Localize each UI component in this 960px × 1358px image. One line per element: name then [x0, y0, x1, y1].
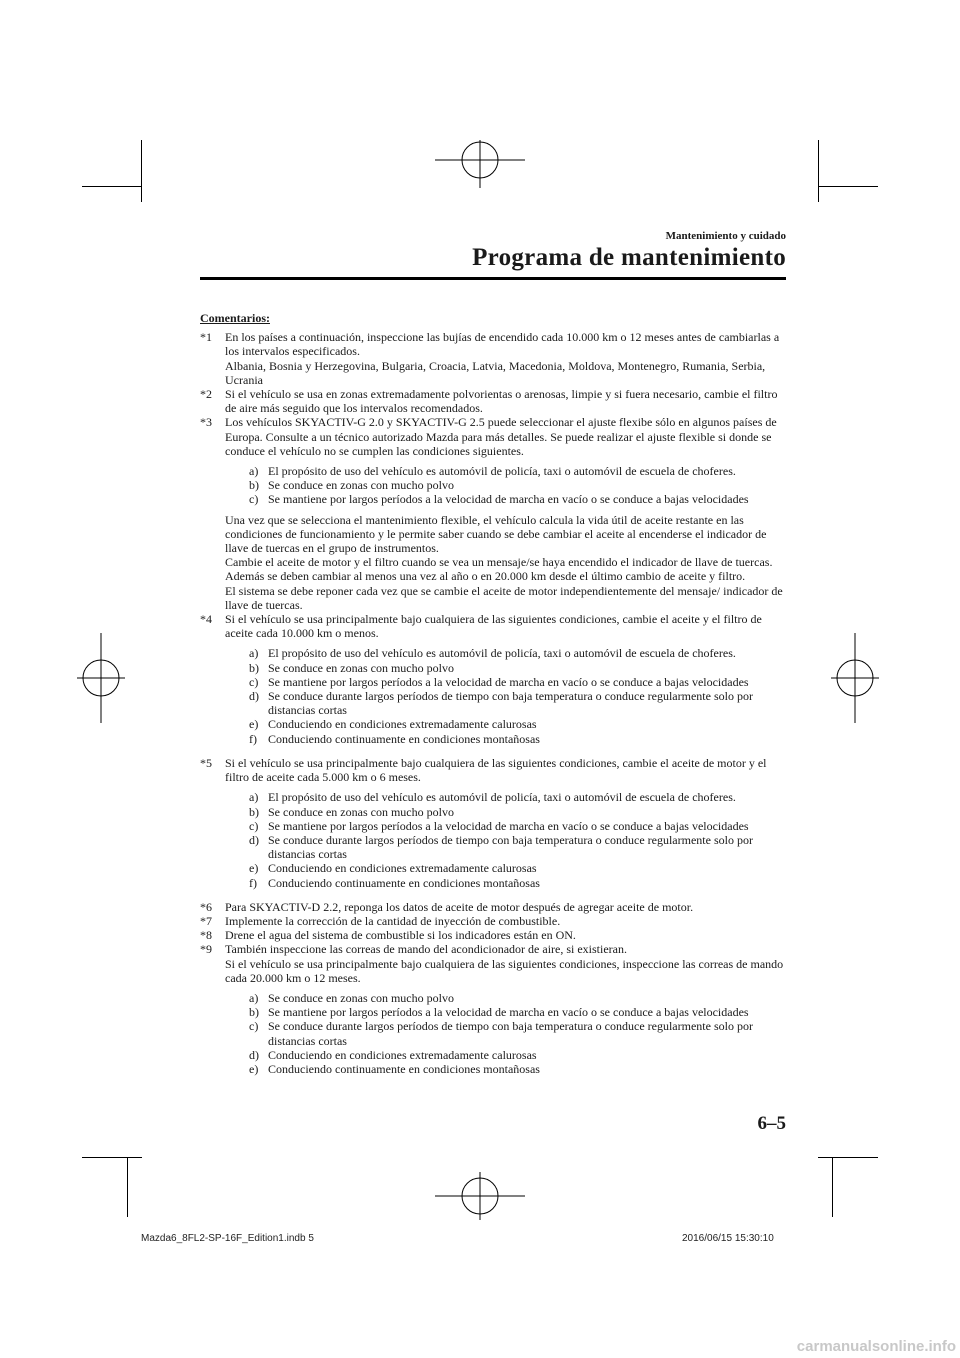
condition-list — [225, 991, 790, 1076]
list-item-text: Se conduce en zonas con mucho polvo — [268, 478, 454, 493]
list-item-letter: f) — [249, 731, 257, 746]
list-item-text: Se conduce durante largos períodos de tiempo con baja temperatura o conduce regularmente solo por distancias cortas — [268, 689, 753, 718]
list-item-letter: c) — [249, 674, 259, 689]
footnote — [200, 900, 790, 914]
list-item-letter: a) — [249, 790, 259, 805]
condition-list — [225, 790, 790, 889]
footnote — [200, 942, 790, 1076]
condition-list — [225, 464, 790, 507]
list-item — [225, 1005, 790, 1019]
crop-mark — [818, 1157, 878, 1158]
list-item-letter: c) — [249, 818, 259, 833]
list-item — [225, 661, 790, 675]
list-item-letter: a) — [249, 464, 259, 479]
footnote-text: En los países a continuación, inspeccione las bujías de encendido cada 10.000 km o 12 meses antes de cambiarlas a los intervalos especificados. — [225, 330, 780, 359]
list-item-text: Se mantiene por largos períodos a la velocidad de marcha en vacío o se conduce a bajas velocidades — [268, 492, 749, 507]
list-item-text: Conduciendo continuamente en condiciones montañosas — [268, 1061, 540, 1076]
crop-mark — [141, 140, 142, 202]
list-item-letter: e) — [249, 717, 259, 732]
list-item-text: Conduciendo en condiciones extremadamente calurosas — [268, 1047, 537, 1062]
registration-target-icon — [435, 140, 525, 188]
footnote-text: Para SKYACTIV-D 2.2, reponga los datos de aceite de motor después de agregar aceite de motor. — [225, 899, 694, 914]
list-item-letter: a) — [249, 990, 259, 1005]
list-item-text: Se mantiene por largos períodos a la velocidad de marcha en vacío o se conduce a bajas velocidades — [268, 1005, 749, 1020]
registration-target-icon — [435, 1172, 525, 1220]
list-item-text: Se conduce en zonas con mucho polvo — [268, 990, 454, 1005]
comments-section — [200, 311, 790, 1086]
list-item-letter: e) — [249, 1061, 259, 1076]
list-item-letter: d) — [249, 832, 259, 847]
footnote-text: El sistema se debe reponer cada vez que se cambie el aceite de motor independientemente del mensaje/ indicador de llave de tuercas. — [225, 583, 783, 612]
list-item-text: Conduciendo en condiciones extremadamente calurosas — [268, 717, 537, 732]
registration-target-icon — [831, 633, 879, 723]
watermark: carmanualsonline.info — [796, 1338, 956, 1355]
footnote-mark: *9 — [200, 942, 212, 957]
crop-mark — [82, 186, 142, 187]
footnote-text: Cambie el aceite de motor y el filtro cuando se vea un mensaje/se haya encendido el indicador de llave de tuercas. Además se deben cambiar al menos una vez al año o en 20.000 km desde el último cambio de aceite y filtro. — [225, 555, 773, 584]
crop-mark — [832, 1157, 833, 1217]
list-item — [225, 1062, 790, 1076]
crop-mark — [127, 1157, 128, 1217]
list-item-text: Se conduce durante largos períodos de tiempo con baja temperatura o conduce regularmente solo por distancias cortas — [268, 1019, 753, 1048]
list-item-letter: b) — [249, 660, 259, 675]
list-item — [225, 790, 790, 804]
list-item-letter: b) — [249, 804, 259, 819]
list-item — [225, 805, 790, 819]
list-item-text: Se conduce durante largos períodos de tiempo con baja temperatura o conduce regularmente solo por distancias cortas — [268, 832, 753, 862]
footnote-mark: *7 — [200, 913, 212, 928]
list-item-letter: b) — [249, 478, 259, 493]
spacer — [200, 1082, 790, 1086]
footnote-mark: *6 — [200, 899, 212, 914]
footer-timestamp: 2016/06/15 15:30:10 — [682, 1233, 774, 1244]
footnote-mark: *4 — [200, 612, 212, 627]
list-item-text: Se conduce en zonas con mucho polvo — [268, 804, 454, 819]
list-item-text: Se mantiene por largos períodos a la velocidad de marcha en vacío o se conduce a bajas velocidades — [268, 818, 749, 833]
list-item-text: El propósito de uso del vehículo es automóvil de policía, taxi o automóvil de escuela de choferes. — [268, 464, 736, 479]
list-item-text: El propósito de uso del vehículo es automóvil de policía, taxi o automóvil de escuela de choferes. — [268, 646, 736, 661]
list-item — [225, 732, 790, 746]
footnote — [200, 928, 790, 942]
list-item — [225, 492, 790, 506]
list-item-text: Conduciendo continuamente en condiciones montañosas — [268, 875, 540, 890]
list-item-letter: d) — [249, 1047, 259, 1062]
footnote-text: Una vez que se selecciona el mantenimiento flexible, el vehículo calcula la vida útil de aceite restante en las condiciones de funcionamiento y le permite saber cuando se debe cambiar el aceite al encenderse el indicador de llave de tuercas en el grupo de instrumentos. — [225, 512, 767, 556]
list-item — [225, 819, 790, 833]
footnote-text: Albania, Bosnia y Herzegovina, Bulgaria, Croacia, Latvia, Macedonia, Moldova, Montenegro, Rumania, Serbia, Ucrania — [225, 358, 766, 387]
list-item-letter: c) — [249, 1019, 259, 1034]
footnote-text: Los vehículos SKYACTIV-G 2.0 y SKYACTIV-G 2.5 puede seleccionar el ajuste flexibe sólo en algunos países de Europa. Consulte a un técnico autorizado Mazda para más detalles. Se puede realizar el ajuste flexible si donde se conduce el vehículo no se cumplen las condiciones siguientes. — [225, 415, 777, 458]
list-item — [225, 876, 790, 890]
footnote-text: Implemente la corrección de la cantidad de inyección de combustible. — [225, 913, 561, 928]
list-item-text: Se conduce en zonas con mucho polvo — [268, 660, 454, 675]
list-item-letter: e) — [249, 861, 259, 876]
footnote — [200, 914, 790, 928]
list-item-text: Conduciendo en condiciones extremadamente calurosas — [268, 861, 537, 876]
list-item-letter: d) — [249, 689, 259, 704]
footnote — [200, 612, 790, 746]
list-item-letter: b) — [249, 1005, 259, 1020]
list-item-letter: a) — [249, 646, 259, 661]
list-item — [225, 861, 790, 875]
crop-mark — [82, 1157, 142, 1158]
crop-mark — [818, 140, 819, 202]
footnote — [200, 415, 790, 612]
footnote-text: Si el vehículo se usa principalmente bajo cualquiera de las siguientes condiciones, inspeccione las correas de mando cada 20.000 km o 12 meses. — [225, 956, 784, 985]
list-item — [225, 675, 790, 689]
page-title: Programa de mantenimiento — [472, 244, 786, 271]
footnote-mark: *1 — [200, 330, 212, 345]
footnote-mark: *5 — [200, 755, 212, 770]
footnote-text: Si el vehículo se usa principalmente bajo cualquiera de las siguientes condiciones, cambie el aceite de motor y el filtro de aceite cada 5.000 km o 6 meses. — [225, 755, 767, 785]
list-item — [225, 689, 790, 717]
list-item — [225, 1019, 790, 1047]
notes-list — [200, 330, 790, 1086]
list-item-letter: c) — [249, 492, 259, 507]
list-item — [225, 1048, 790, 1062]
footnote-text: También inspeccione las correas de mando del acondicionador de aire, si existieran. — [225, 942, 627, 957]
list-item — [225, 833, 790, 861]
footer-filename: Mazda6_8FL2-SP-16F_Edition1.indb 5 — [141, 1233, 314, 1244]
list-item — [225, 464, 790, 478]
list-item — [225, 478, 790, 492]
footnote-text: Drene el agua del sistema de combustible si los indicadores están en ON. — [225, 928, 576, 943]
list-item-letter: f) — [249, 875, 257, 890]
crop-mark — [818, 186, 878, 187]
footnote-text: Si el vehículo se usa en zonas extremadamente polvorientas o arenosas, limpie y si fuera necesario, cambie el filtro de aire más seguido que los intervalos recomendados. — [225, 387, 778, 416]
list-item-text: Conduciendo continuamente en condiciones montañosas — [268, 731, 540, 746]
title-rule — [200, 277, 786, 280]
list-item — [225, 991, 790, 1005]
footnote — [200, 387, 790, 415]
footnote-mark: *8 — [200, 928, 212, 943]
section-label: Mantenimiento y cuidado — [665, 230, 786, 242]
footnote-mark: *3 — [200, 415, 212, 430]
list-item-text: El propósito de uso del vehículo es automóvil de policía, taxi o automóvil de escuela de choferes. — [268, 790, 736, 805]
list-item — [225, 646, 790, 660]
condition-list — [225, 646, 790, 745]
footnote-text: Si el vehículo se usa principalmente bajo cualquiera de las siguientes condiciones, cambie el aceite y el filtro de aceite cada 10.000 km o menos. — [225, 612, 762, 641]
list-item — [225, 717, 790, 731]
page-number: 6–5 — [757, 1113, 786, 1134]
footnote — [200, 330, 790, 387]
comments-heading: Comentarios: — [200, 311, 270, 325]
footnote — [200, 756, 790, 890]
list-item-text: Se mantiene por largos períodos a la velocidad de marcha en vacío o se conduce a bajas velocidades — [268, 674, 749, 689]
registration-target-icon — [77, 633, 125, 723]
footnote-mark: *2 — [200, 387, 212, 402]
